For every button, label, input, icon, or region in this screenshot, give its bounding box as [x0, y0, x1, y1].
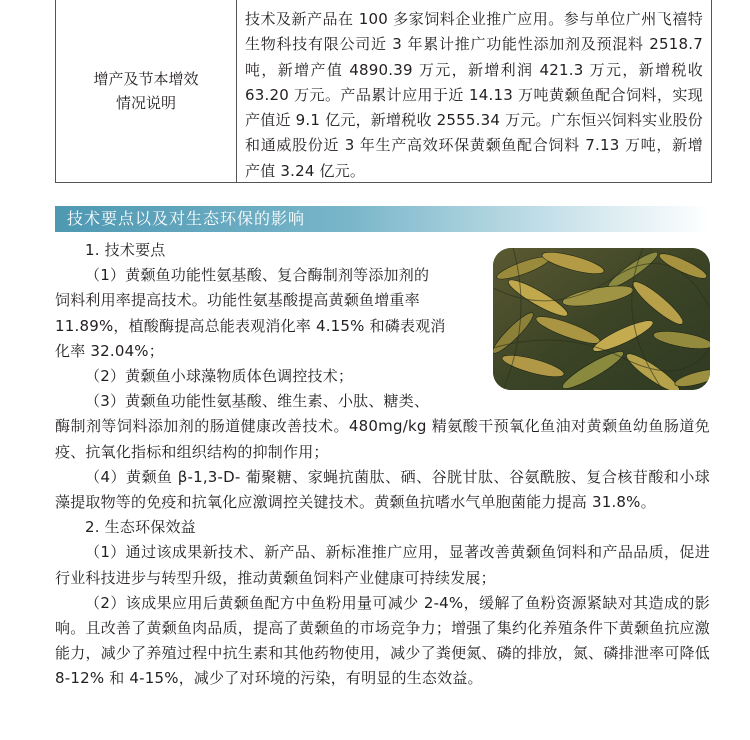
para-5: （1）通过该成果新技术、新产品、新标准推广应用，显著改善黄颡鱼饲料和产品品质，促进行业科技进步与转型升级，推动黄颡鱼饲料产业健康可持续发展；: [55, 543, 710, 587]
info-table: [55, 0, 712, 183]
para-6: （2）该成果应用后黄颡鱼配方中鱼粉用量可减少 2-4%，缓解了鱼粉资源紧缺对其造成的影响。且改善了黄颡鱼肉品质，提高了黄颡鱼的市场竞争力；增强了集约化养殖条件下黄颡鱼抗应激能力，减少了养殖过程中抗生素和其他药物使用，减少了粪便氮、磷的排放，氮、磷排泄率可降低 8-12% 和 4-15%，减少了对环境的污染，有明显的生态效益。: [55, 593, 710, 688]
para-3-line-1: （3）黄颡鱼功能性氨基酸、维生素、小肽、糖类、: [85, 392, 430, 411]
heading-eco-benefits: 2. 生态环保效益: [85, 518, 196, 537]
heading-tech-points: 1. 技术要点: [85, 241, 166, 259]
table-label-line2: 情况说明: [115, 94, 176, 112]
para-1-line-1: （1）黄颡鱼功能性氨基酸、复合酶制剂等添加剂的: [85, 266, 430, 285]
para-1-line-3: 11.89%，植酸酶提高总能表观消化率 4.15% 和磷表观消: [55, 316, 446, 335]
section-header-bar: [55, 206, 710, 232]
table-label-cell: [56, 0, 237, 182]
table-content-cell: 技术及新产品在 100 多家饲料企业推广应用。参与单位广州飞禧特生物科技有限公司近 3 年累计推广功能性添加剂及预混料 2518.7 吨，新增产值 4890.39 万元，新增利润 421.3 万元，新增税收 63.20 万元。产品累计应用于近 14.13 万吨黄颡鱼配合饲料，实现产值近 9.1 亿元，新增税收 2555.34 万元。广东恒兴饲料实业股份和通威股份近 3 年生产高效环保黄颡鱼配合饲料 7.13 万吨，新增产值 3.24 亿元。: [245, 10, 703, 180]
para-4: （4）黄颡鱼 β-1,3-D- 葡聚糖、家蝇抗菌肽、硒、谷胱甘肽、谷氨酰胺、复合核苷酸和小球藻提取物等的免疫和抗氧化应激调控关键技术。黄颡鱼抗嗜水气单胞菌能力提高 31.8%。: [55, 467, 710, 512]
para-1-line-4: 化率 32.04%；: [55, 341, 164, 360]
para-3-rest: 酶制剂等饲料添加剂的肠道健康改善技术。480mg/kg 精氨酸干预氧化鱼油对黄颡鱼幼鱼肠道免疫、抗氧化指标和组织结构的抑制作用；: [55, 417, 710, 461]
para-2: （2）黄颡鱼小球藻物质体色调控技术；: [85, 367, 354, 386]
para-1-line-2: 饲料利用率提高技术。功能性氨基酸提高黄颡鱼增重率: [55, 291, 420, 310]
table-label-line1: 增产及节本增效: [93, 70, 199, 88]
section-title: 技术要点以及对生态环保的影响: [67, 209, 306, 228]
body-text: [55, 238, 710, 692]
